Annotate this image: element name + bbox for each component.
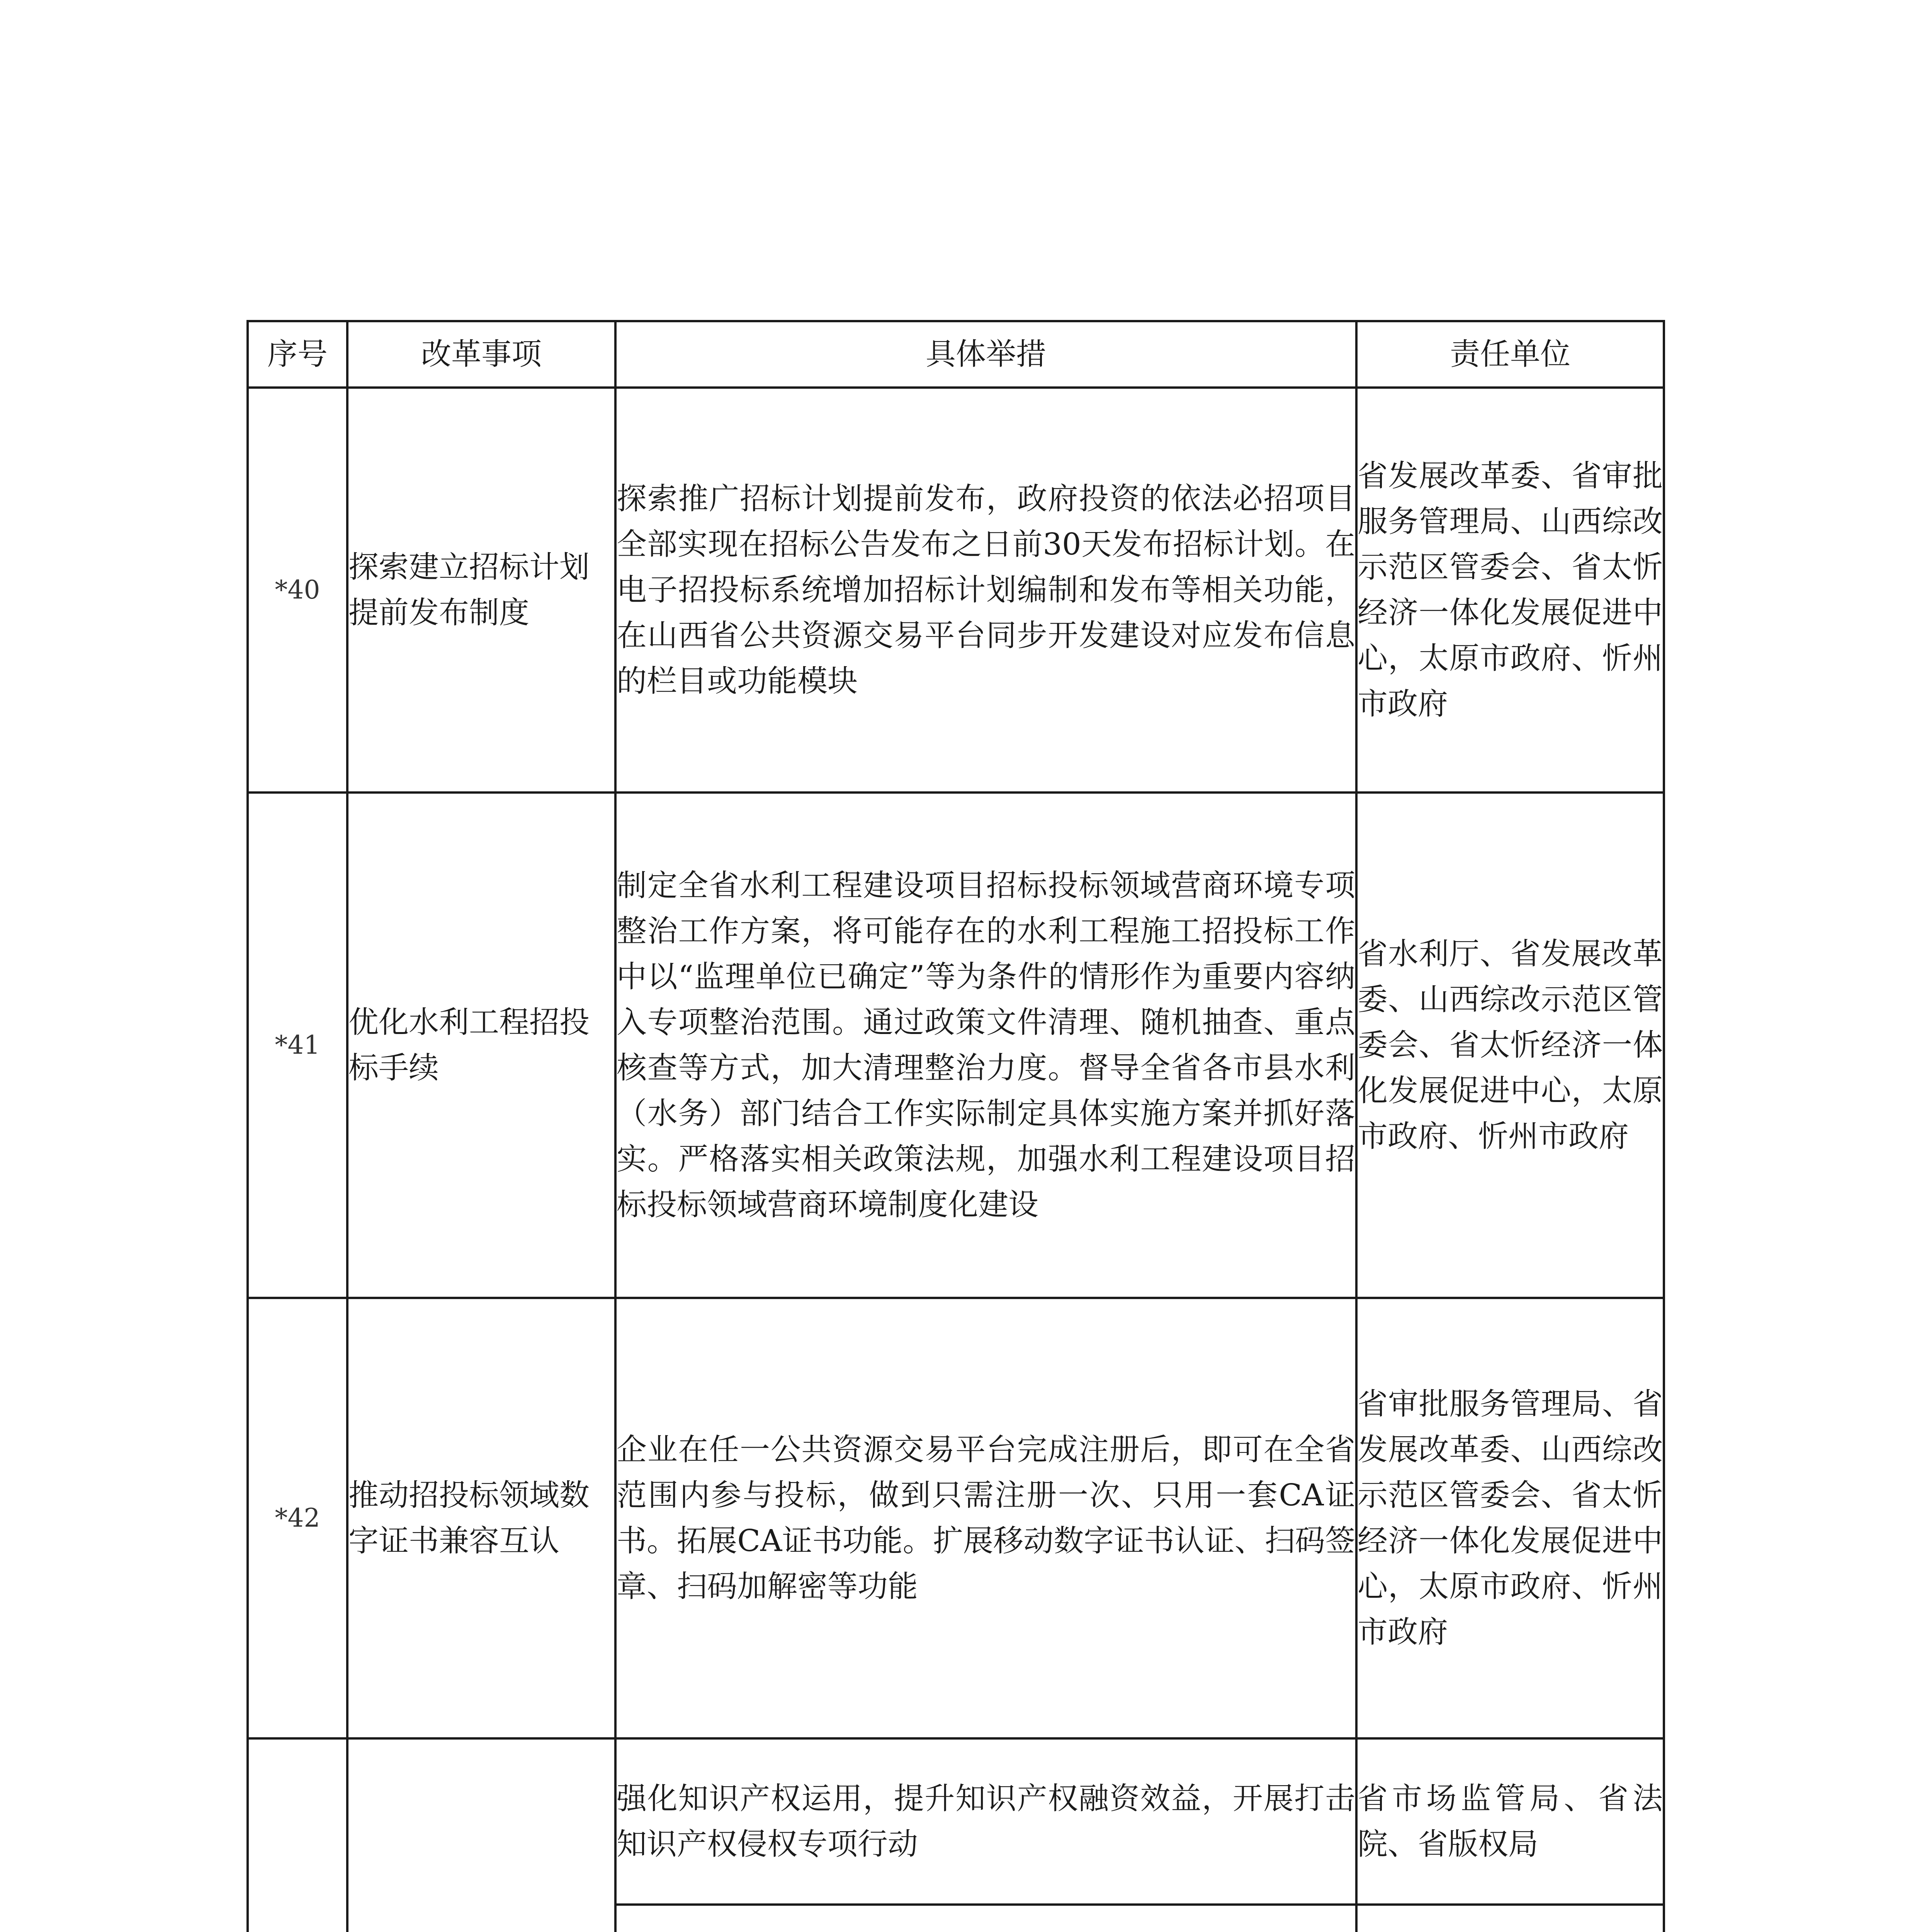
reform-table [246, 320, 1665, 1932]
table-row [248, 1738, 1664, 1905]
row-number [248, 1738, 347, 1932]
row-number: *42 [248, 1298, 347, 1738]
row-number: *41 [248, 793, 347, 1298]
table-row [248, 1298, 1664, 1738]
specific-measure: 企业在任一公共资源交易平台完成注册后，即可在全省范围内参与投标，做到只需注册一次、只用一套CA证书。拓展CA证书功能。扩展移动数字证书认证、扫码签章、扫码加解密等功能 [615, 1298, 1356, 1738]
reform-item: 探索建立招标计划提前发布制度 [347, 388, 615, 793]
responsible-unit: 省审批服务管理局、省发展改革委、山西综改示范区管委会、省太忻经济一体化发展促进中心，太原市政府、忻州市政府 [1356, 1298, 1664, 1738]
reform-item [347, 1738, 615, 1932]
table-row [248, 793, 1664, 1298]
specific-measure: 制定全省水利工程建设项目招标投标领域营商环境专项整治工作方案，将可能存在的水利工程施工招投标工作中以“监理单位已确定”等为条件的情形作为重要内容纳入专项整治范围。通过政策文件清理、随机抽查、重点核查等方式，加大清理整治力度。督导全省各市县水利（水务）部门结合工作实际制定具体实施方案并抓好落实。严格落实相关政策法规，加强水利工程建设项目招标投标领域营商环境制度化建设 [615, 793, 1356, 1298]
responsible-unit: 省市场监管局、省法院、省版权局 [1356, 1738, 1664, 1905]
responsible-unit: 省发展改革委、省审批服务管理局、山西综改示范区管委会、省太忻经济一体化发展促进中心，太原市政府、忻州市政府 [1356, 388, 1664, 793]
row-number: *40 [248, 388, 347, 793]
header-unit: 责任单位 [1356, 321, 1664, 388]
reform-item: 推动招投标领域数字证书兼容互认 [347, 1298, 615, 1738]
specific-measure: 探索推广招标计划提前发布，政府投资的依法必招项目全部实现在招标公告发布之日前30天发布招标计划。在电子招投标系统增加招标计划编制和发布等相关功能，在山西省公共资源交易平台同步开发建设对应发布信息的栏目或功能模块 [615, 388, 1356, 793]
responsible-unit: 省水利厅、省发展改革委、山西综改示范区管委会、省太忻经济一体化发展促进中心，太原市政府、忻州市政府 [1356, 793, 1664, 1298]
reform-item: 优化水利工程招投标手续 [347, 793, 615, 1298]
table-row [248, 388, 1664, 793]
header-no: 序号 [248, 321, 347, 388]
header-item: 改革事项 [347, 321, 615, 388]
specific-measure [615, 1905, 1356, 1932]
header-measure: 具体举措 [615, 321, 1356, 388]
responsible-unit [1356, 1905, 1664, 1932]
specific-measure: 强化知识产权运用，提升知识产权融资效益，开展打击知识产权侵权专项行动 [615, 1738, 1356, 1905]
table-header-row [248, 321, 1664, 388]
